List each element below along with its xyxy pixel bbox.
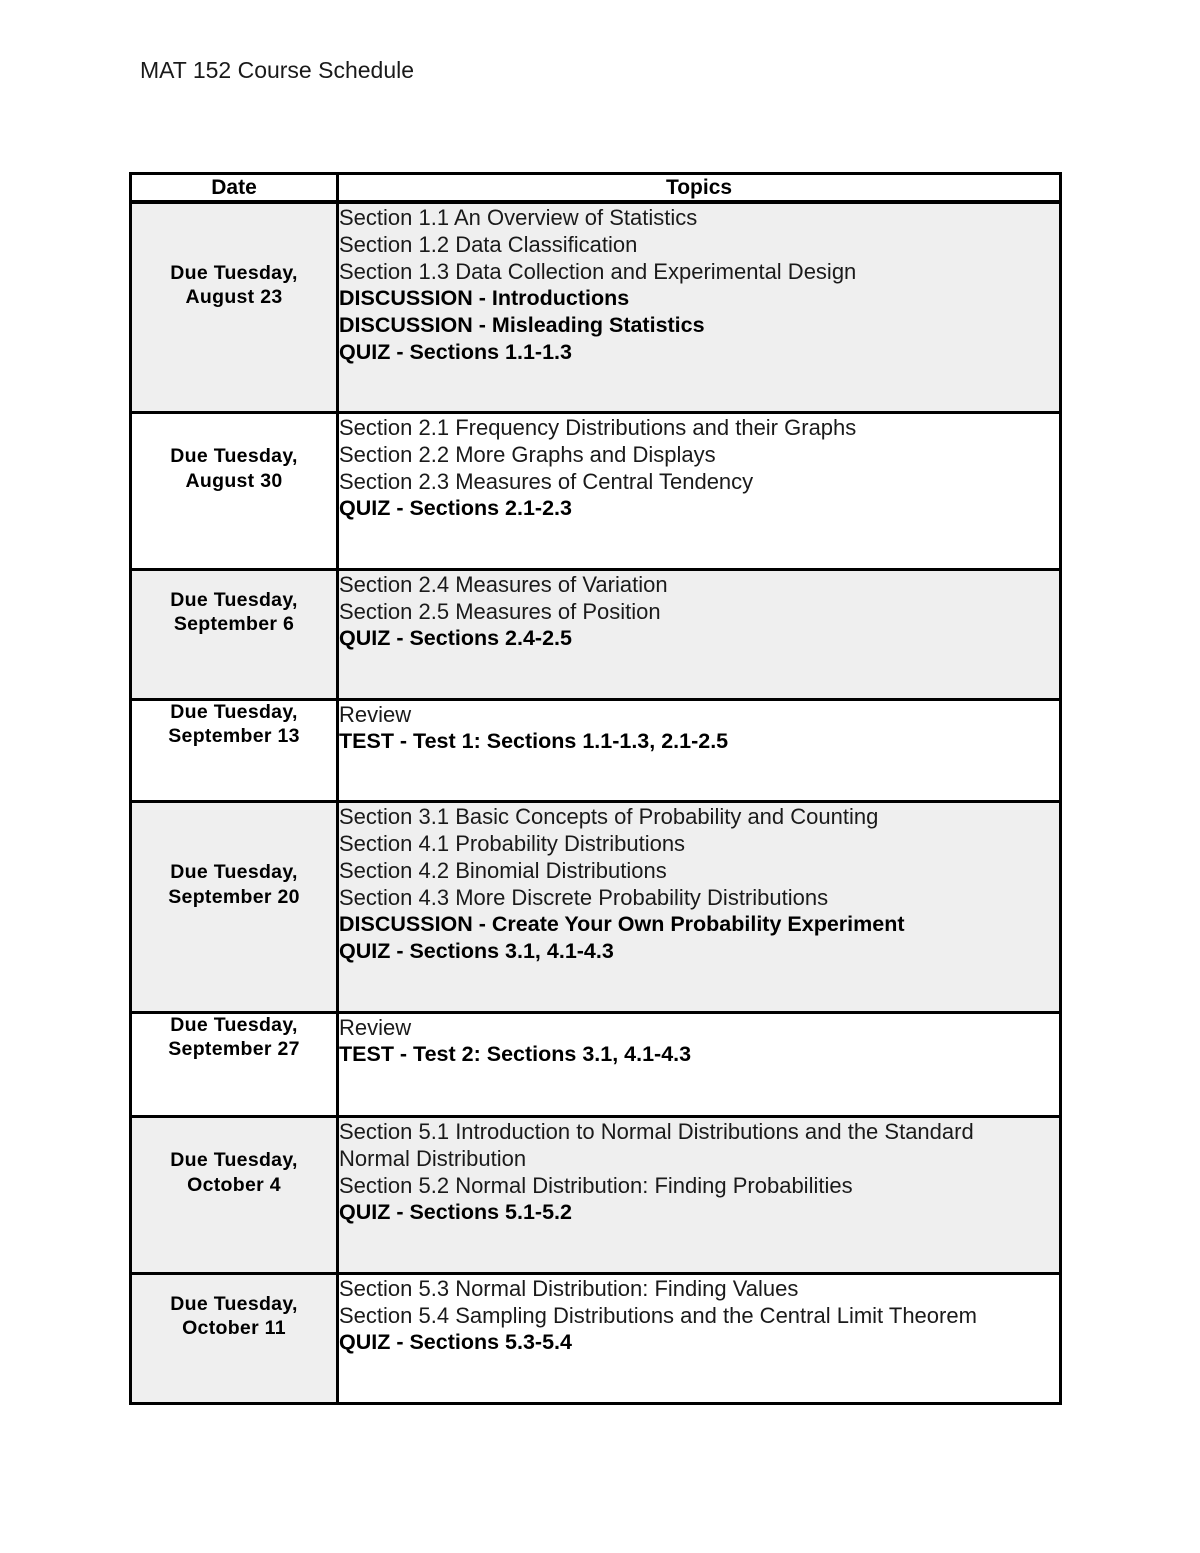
table-header-row bbox=[131, 174, 1061, 203]
assignment-item: TEST - Test 2: Sections 3.1, 4.1-4.3 bbox=[339, 1041, 692, 1066]
table-row bbox=[131, 1273, 1061, 1403]
date-line-day: September 6 bbox=[173, 613, 295, 635]
table-row bbox=[131, 699, 1061, 801]
topic-item: Section 5.3 Normal Distribution: Finding Values bbox=[339, 1275, 799, 1301]
date-cell bbox=[131, 569, 338, 699]
date-line-weekday: Due Tuesday, bbox=[170, 588, 298, 611]
assignment-item: QUIZ - Sections 5.3-5.4 bbox=[339, 1329, 572, 1354]
assignment-item: DISCUSSION - Misleading Statistics bbox=[339, 313, 705, 337]
topic-item: Section 2.5 Measures of Position bbox=[339, 598, 661, 624]
assignment-item: TEST - Test 1: Sections 1.1-1.3, 2.1-2.5 bbox=[339, 728, 729, 753]
date-line-weekday: Due Tuesday, bbox=[170, 1013, 298, 1036]
date-line-weekday: Due Tuesday, bbox=[170, 1292, 298, 1315]
table-row bbox=[131, 1116, 1061, 1273]
topic-item: Section 5.1 Introduction to Normal Distributions and the Standard bbox=[339, 1118, 974, 1144]
date-line-weekday: Due Tuesday, bbox=[170, 1149, 298, 1171]
topics-cell bbox=[338, 202, 1061, 412]
topic-item: Section 5.4 Sampling Distributions and the Central Limit Theorem bbox=[339, 1302, 977, 1328]
assignment-item: QUIZ - Sections 5.1-5.2 bbox=[339, 1199, 572, 1224]
date-line-weekday: Due Tuesday, bbox=[170, 861, 298, 883]
assignment-item: QUIZ - Sections 1.1-1.3 bbox=[339, 340, 572, 364]
date-cell bbox=[131, 202, 338, 412]
date-line-day: September 20 bbox=[168, 885, 300, 908]
date-cell bbox=[131, 412, 338, 569]
topic-item: Section 2.4 Measures of Variation bbox=[339, 571, 668, 597]
date-line-weekday: Due Tuesday, bbox=[170, 700, 298, 723]
assignment-item: QUIZ - Sections 3.1, 4.1-4.3 bbox=[339, 938, 614, 963]
table-row bbox=[131, 1012, 1061, 1116]
topics-cell bbox=[338, 801, 1061, 1012]
topics-cell bbox=[338, 1273, 1061, 1403]
date-cell bbox=[131, 1273, 338, 1403]
date-line-day: September 13 bbox=[168, 725, 300, 747]
date-line-day: August 23 bbox=[185, 286, 283, 309]
topic-item: Section 4.3 More Discrete Probability Distributions bbox=[339, 884, 829, 910]
date-column-header: Date bbox=[131, 174, 338, 203]
date-line-day: August 30 bbox=[185, 469, 283, 492]
date-line-weekday: Due Tuesday, bbox=[170, 261, 298, 284]
table-row bbox=[131, 801, 1061, 1012]
date-cell bbox=[131, 801, 338, 1012]
topics-column-header: Topics bbox=[338, 174, 1061, 203]
topic-item: Review bbox=[339, 1014, 412, 1040]
topic-item: Section 2.1 Frequency Distributions and their Graphs bbox=[339, 414, 857, 440]
topics-cell bbox=[338, 699, 1061, 801]
date-line-day: October 11 bbox=[182, 1317, 286, 1339]
date-cell bbox=[131, 1012, 338, 1116]
topics-cell bbox=[338, 569, 1061, 699]
date-line-day: September 27 bbox=[168, 1038, 300, 1060]
table-row bbox=[131, 412, 1061, 569]
topic-item: Section 1.3 Data Collection and Experimental Design bbox=[339, 259, 857, 284]
page-title: MAT 152 Course Schedule bbox=[140, 57, 415, 83]
date-line-day: October 4 bbox=[187, 1173, 281, 1196]
table-row bbox=[131, 569, 1061, 699]
topic-item: Section 1.2 Data Classification bbox=[339, 232, 638, 257]
assignment-item: DISCUSSION - Introductions bbox=[339, 286, 630, 310]
date-cell bbox=[131, 1116, 338, 1273]
course-schedule-table bbox=[129, 172, 1062, 1405]
date-line-weekday: Due Tuesday, bbox=[170, 445, 298, 467]
date-cell bbox=[131, 699, 338, 801]
topics-cell bbox=[338, 1116, 1061, 1273]
topic-item: Section 5.2 Normal Distribution: Finding Probabilities bbox=[339, 1172, 853, 1198]
topic-item: Section 2.3 Measures of Central Tendency bbox=[339, 468, 754, 494]
assignment-item: QUIZ - Sections 2.1-2.3 bbox=[339, 495, 572, 520]
topic-item: Section 2.2 More Graphs and Displays bbox=[339, 441, 716, 467]
topics-cell bbox=[338, 1012, 1061, 1116]
topic-item: Section 3.1 Basic Concepts of Probability and Counting bbox=[339, 803, 879, 829]
table-row bbox=[131, 202, 1061, 412]
topic-item: Section 4.2 Binomial Distributions bbox=[339, 857, 667, 883]
topic-item: Review bbox=[339, 701, 412, 727]
topic-item: Section 1.1 An Overview of Statistics bbox=[339, 205, 698, 230]
topics-cell bbox=[338, 412, 1061, 569]
assignment-item: DISCUSSION - Create Your Own Probability Experiment bbox=[339, 911, 905, 936]
topic-item: Normal Distribution bbox=[339, 1145, 527, 1171]
assignment-item: QUIZ - Sections 2.4-2.5 bbox=[339, 625, 572, 650]
topic-item: Section 4.1 Probability Distributions bbox=[339, 830, 686, 856]
